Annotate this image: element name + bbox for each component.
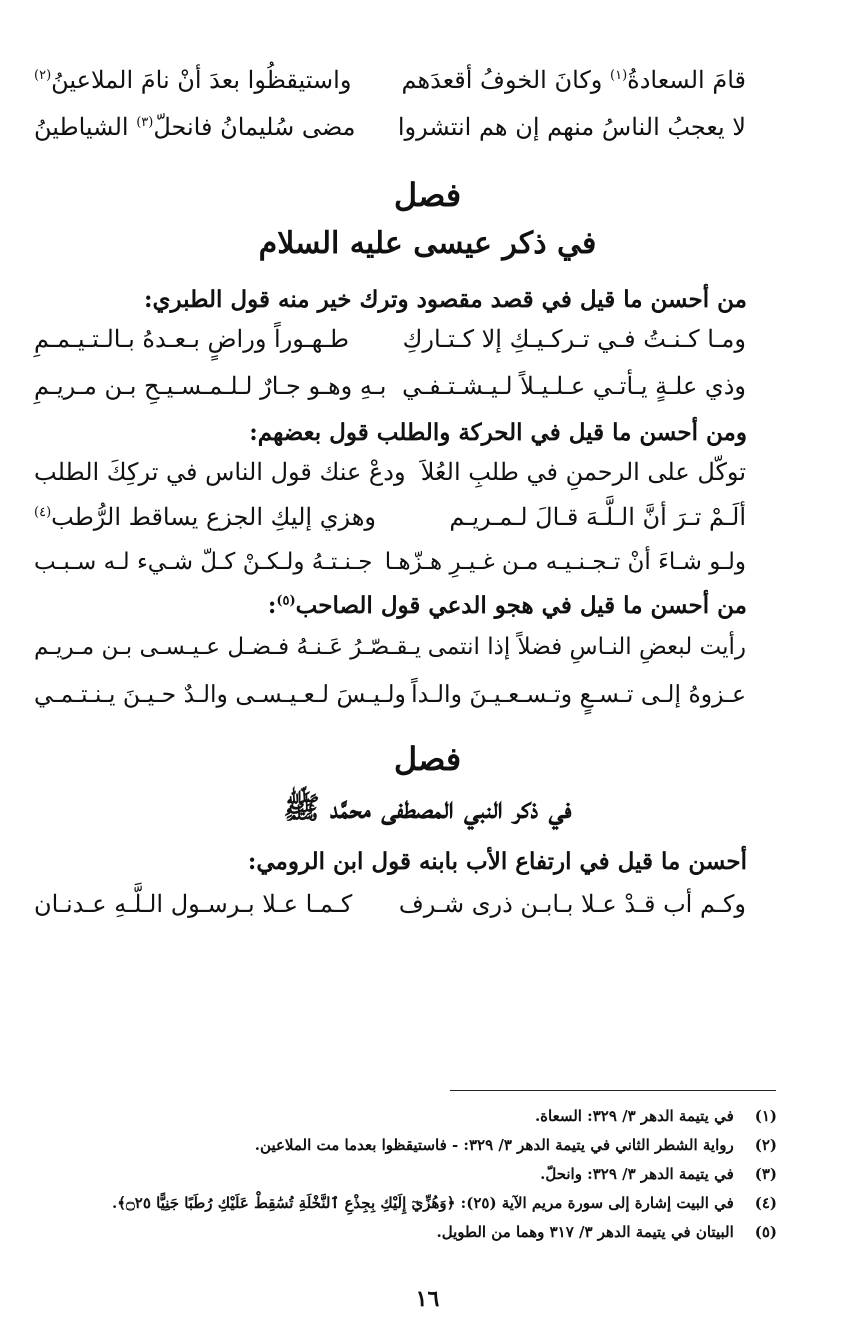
- prose-text: من أحسن ما قيل في هجو الدعي قول الصاحب: [295, 592, 747, 619]
- hemistich-second: [34, 503, 376, 531]
- footnote-number: (٣): [754, 1165, 777, 1183]
- footnote: [57, 1102, 777, 1131]
- hemistich-first: ولـو شـاءَ أنْ تـجـنـيـه مـن غـيـرِ هـزّهـا: [384, 549, 746, 575]
- footnote-number: (٥): [754, 1223, 777, 1241]
- hemistich-second: كـمـا عـلا بـرسـول الـلَّـهِ عـدنـان: [34, 890, 353, 918]
- hemistich-second: جـنـتـهُ ولـكـنْ كـلّ شـيء لـه سـبـب: [34, 549, 373, 575]
- page-number: ١٦: [415, 1286, 440, 1312]
- prose-text: :: [267, 592, 277, 619]
- footnote-text: في يتيمة الدهر ٣/ ٣٢٩: السعاة.: [534, 1107, 734, 1125]
- verse-text: وهزي إليكِ الجزع يساقط الرُّطب: [51, 503, 376, 531]
- verse-line: [34, 66, 746, 110]
- hemistich-second: يـقـصّـرُ عَـنـهُ فـضـل عـيـسـى بـن مـريـم: [34, 634, 422, 660]
- hemistich-second: ودعْ عنك قول الناس في تركِكَ الطلب: [34, 458, 406, 486]
- footnote-text: في يتيمة الدهر ٣/ ٣٢٩: وانحلّ.: [540, 1165, 734, 1183]
- section-heading: فصل: [393, 176, 462, 214]
- hemistich-first: [398, 113, 746, 141]
- section-heading: فصل: [393, 740, 462, 778]
- prose-intro: أحسن ما قيل في ارتفاع الأب بابنه قول ابن الرومي:: [247, 848, 747, 875]
- footnote-number: (٤): [754, 1194, 777, 1212]
- footnote-text: رواية الشطر الثاني في يتيمة الدهر ٣/ ٣٢٩: - فاستيقظوا بعدما مت الملاعين.: [254, 1136, 734, 1154]
- verse-text: لا يعجبُ الناسُ منهم إن هم انتشروا: [397, 113, 746, 141]
- footnote-marker: (٤): [34, 505, 52, 520]
- prose-intro: ومن أحسن ما قيل في الحركة والطلب قول بعضهم:: [249, 419, 747, 446]
- verse-text: الشياطينُ: [34, 113, 137, 141]
- verse-line: [34, 549, 746, 593]
- verse-line: [34, 634, 746, 678]
- hemistich-second: طـهـوراً وراضٍ بـعـدهُ بـالـتـيـمـمِ: [34, 325, 349, 353]
- footnote: [57, 1131, 777, 1160]
- footnote-marker: (٢): [34, 68, 52, 83]
- hemistich-first: ألَـمْ تـرَ أنَّ الـلَّـهَ قـالَ لـمـريـم: [449, 503, 746, 531]
- verse-line: [34, 113, 746, 157]
- footnote: [57, 1160, 777, 1189]
- verse-line: [34, 325, 746, 369]
- verse-line: [34, 503, 746, 547]
- hemistich-first: توكّل على الرحمنِ في طلبِ العُلاَ: [420, 458, 746, 486]
- verse-line: [34, 680, 746, 724]
- footnote-number: (١): [754, 1107, 777, 1125]
- hemistich-first: وكـم أب قـدْ عـلا بـابـن ذرى شـرف: [398, 890, 746, 918]
- verse-text: وكانَ الخوفُ أقعدَهم: [401, 66, 611, 94]
- hemistich-first: وذي علـةٍ يـأتـي عـلـيـلاً لـيـشـتـفـي: [402, 372, 746, 400]
- hemistich-first: رأيت لبعضِ النـاسِ فضلاً إذا انتمى: [427, 634, 746, 660]
- prose-intro: [35, 592, 747, 619]
- footnote-marker: (٥): [276, 593, 296, 609]
- section-subtitle: في ذكر النبي المصطفى محمَّد ﷺ: [283, 791, 572, 826]
- verse-line: [34, 458, 746, 502]
- footnote-marker: (١): [610, 68, 628, 83]
- footnote-separator: [450, 1090, 776, 1091]
- footnote: [57, 1189, 777, 1218]
- verse-line: [34, 890, 746, 934]
- footnote-number: (٢): [754, 1136, 777, 1154]
- footnote-marker: (٣): [136, 115, 154, 130]
- prose-intro: من أحسن ما قيل في قصد مقصود وترك خير منه قول الطبري:: [144, 286, 747, 313]
- footnote-text: في البيت إشارة إلى سورة مريم الآية (٢٥): ﴿وَهُزِّيٓ إِلَيْكِ بِجِذْعِ ٱلنَّخْلَةِ تُسَٰقِطْ عَلَيْكِ رُطَبًا جَنِيًّا ۝٢٥﴾.: [111, 1194, 734, 1212]
- verse-text: مضى سُليمانُ فانحلّ: [153, 113, 356, 141]
- verse-text: قامَ السعادةُ: [627, 66, 746, 94]
- section-subtitle: في ذكر عيسى عليه السلام: [258, 226, 597, 261]
- verse-line: [34, 372, 746, 416]
- verse-text: واستيقظُوا بعدَ أنْ نامَ الملاعينُ: [51, 66, 352, 94]
- hemistich-first: عـزوهُ إلـى تـسـعٍ وتـسـعـيـنَ والـداً: [411, 680, 746, 708]
- hemistich-first: ومـا كـنـتُ فـي تـركـيـكِ إلا كـتـاركِ: [402, 325, 746, 353]
- hemistich-second: بـهِ وهـو جـارٌ لـلـمـسـيـحِ بـن مـريـمِ: [34, 372, 387, 400]
- footnote: [57, 1218, 777, 1247]
- hemistich-first: [401, 66, 746, 94]
- footnotes: [57, 1102, 777, 1247]
- footnote-text: البيتان في يتيمة الدهر ٣/ ٣١٧ وهما من الطويل.: [436, 1223, 734, 1241]
- hemistich-second: ولـيـسَ لـعـيـسـى والـدٌ حـيـنَ يـنـتـمـي: [34, 680, 406, 708]
- hemistich-second: [34, 113, 356, 141]
- hemistich-second: [34, 66, 351, 94]
